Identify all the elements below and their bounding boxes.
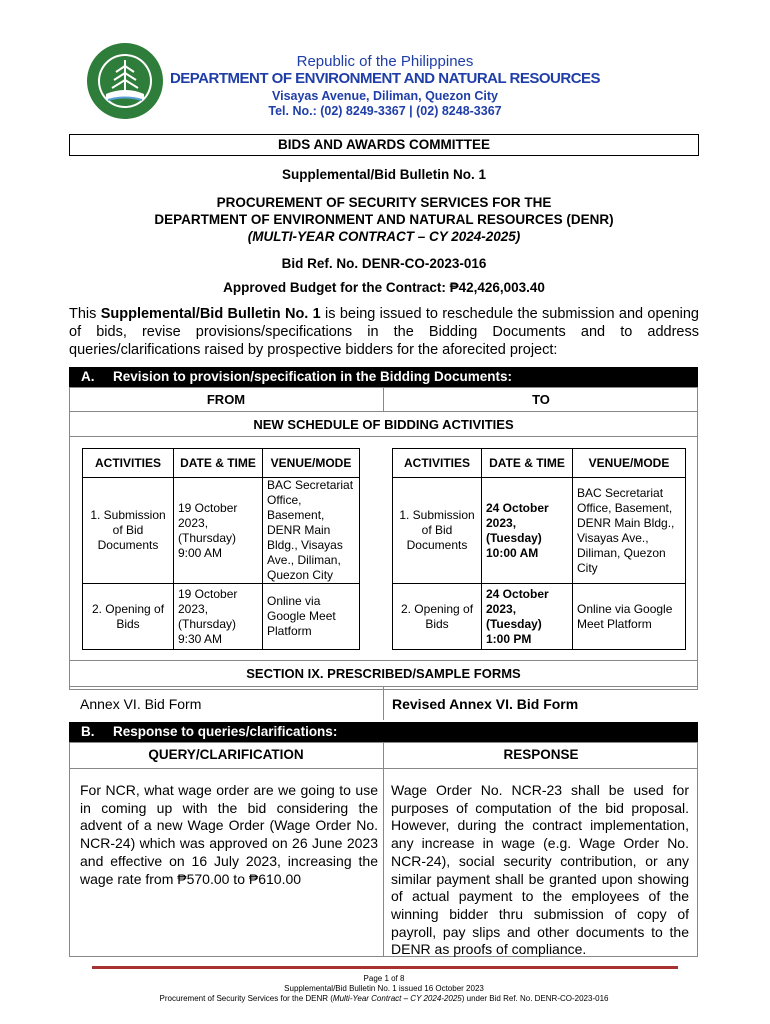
table-row: [83, 584, 360, 650]
section-b-heading: B. Response to queries/clarifications:: [69, 722, 698, 742]
approved-budget: Approved Budget for the Contract: ₱42,426,003.40: [223, 280, 545, 295]
to-col-activities: ACTIVITIES: [393, 449, 482, 478]
from-venue-2: Online via Google Meet Platform: [263, 584, 360, 650]
to-date-1: 24 October 2023, (Tuesday) 10:00 AM: [482, 478, 573, 584]
footer-rule: [92, 966, 678, 969]
footer-procurement-line: Procurement of Security Services for the DENR (Multi-Year Contract – CY 2024-2025) under Bid Ref. No. DENR-CO-2023-016: [159, 994, 609, 1003]
from-schedule-table: [82, 448, 360, 650]
to-date-2: 24 October 2023, (Tuesday) 1:00 PM: [482, 584, 573, 650]
to-activity-2: 2. Opening of Bids: [393, 584, 482, 650]
response-header: RESPONSE: [503, 747, 579, 762]
form-to: Revised Annex VI. Bid Form: [392, 696, 579, 712]
intro-bulletin-name: Supplemental/Bid Bulletin No. 1: [100, 306, 321, 322]
denr-seal-icon: [86, 42, 164, 120]
procurement-line3: (MULTI-YEAR CONTRACT – CY 2024-2025): [247, 229, 521, 244]
table-row: [393, 478, 686, 584]
bulletin-title: Supplemental/Bid Bulletin No. 1: [281, 167, 487, 182]
schedule-title: NEW SCHEDULE OF BIDDING ACTIVITIES: [253, 417, 514, 432]
from-col-activities: ACTIVITIES: [83, 449, 174, 478]
table-row: [393, 584, 686, 650]
bid-reference: Bid Ref. No. DENR-CO-2023-016: [281, 256, 487, 271]
form-from: Annex VI. Bid Form: [80, 696, 202, 712]
header-department: DEPARTMENT OF ENVIRONMENT AND NATURAL RESOURCES: [169, 70, 601, 87]
footer-page-number: Page 1 of 8: [363, 974, 405, 983]
footer-bulletin-line: Supplemental/Bid Bulletin No. 1 issued 16 October 2023: [284, 984, 484, 993]
to-header: TO: [532, 392, 550, 407]
to-schedule-table: [392, 448, 686, 650]
procurement-line1: PROCUREMENT OF SECURITY SERVICES FOR THE: [216, 195, 552, 210]
from-date-1: 19 October 2023, (Thursday) 9:00 AM: [174, 478, 263, 584]
from-header: FROM: [206, 392, 246, 407]
header-address: Visayas Avenue, Diliman, Quezon City: [271, 89, 498, 103]
section-a-heading: A. Revision to provision/specification in the Bidding Documents:: [69, 367, 698, 387]
query-header: QUERY/CLARIFICATION: [148, 747, 304, 762]
header-republic: Republic of the Philippines: [296, 53, 474, 70]
to-activity-1: 1. Submission of Bid Documents: [393, 478, 482, 584]
from-col-venue: VENUE/MODE: [263, 449, 360, 478]
from-venue-1: BAC Secretariat Office, Basement, DENR Main Bldg., Visayas Ave., Diliman, Quezon City: [263, 478, 360, 584]
query-text: For NCR, what wage order are we going to use in coming up with the bid considering the advent of a new Wage Order (Wage Order No. NCR-24) which was approved on 26 June 2023 and effective on 16 July 2023, increasing the wage rate from ₱570.00 to ₱610.00: [80, 782, 378, 887]
intro-paragraph: This Supplemental/Bid Bulletin No. 1 is being issued to reschedule the submission and opening of bids, revise provisions/specifications in the Bidding Documents and to address queries/clarifications raised by prospective bidders for the aforecited project:: [69, 306, 699, 358]
table-row: [83, 478, 360, 584]
from-col-date: DATE & TIME: [174, 449, 263, 478]
from-date-2: 19 October 2023, (Thursday) 9:30 AM: [174, 584, 263, 650]
to-venue-2: Online via Google Meet Platform: [573, 584, 686, 650]
to-venue-1: BAC Secretariat Office, Basement, DENR Main Bldg., Visayas Ave., Diliman, Quezon City: [573, 478, 686, 584]
forms-section-title: SECTION IX. PRESCRIBED/SAMPLE FORMS: [246, 666, 521, 681]
response-text: Wage Order No. NCR-23 shall be used for purposes of computation of the bid proposal. However, during the contract implementation, any increase in wage (e.g. Wage Order No. NCR-24), social security contribution, or any similar payment shall be granted upon showing of actual payment to the employees of the winning bidder thru submission of copy of payroll, pay slips and other documents to the DENR as proofs of compliance.: [391, 782, 689, 958]
from-activity-1: 1. Submission of Bid Documents: [83, 478, 174, 584]
to-col-date: DATE & TIME: [482, 449, 573, 478]
header-telephone: Tel. No.: (02) 8249-3367 | (02) 8248-3367: [268, 104, 502, 118]
from-activity-2: 2. Opening of Bids: [83, 584, 174, 650]
committee-box: BIDS AND AWARDS COMMITTEE: [69, 134, 699, 156]
to-col-venue: VENUE/MODE: [573, 449, 686, 478]
procurement-line2: DEPARTMENT OF ENVIRONMENT AND NATURAL RESOURCES (DENR): [154, 212, 614, 227]
